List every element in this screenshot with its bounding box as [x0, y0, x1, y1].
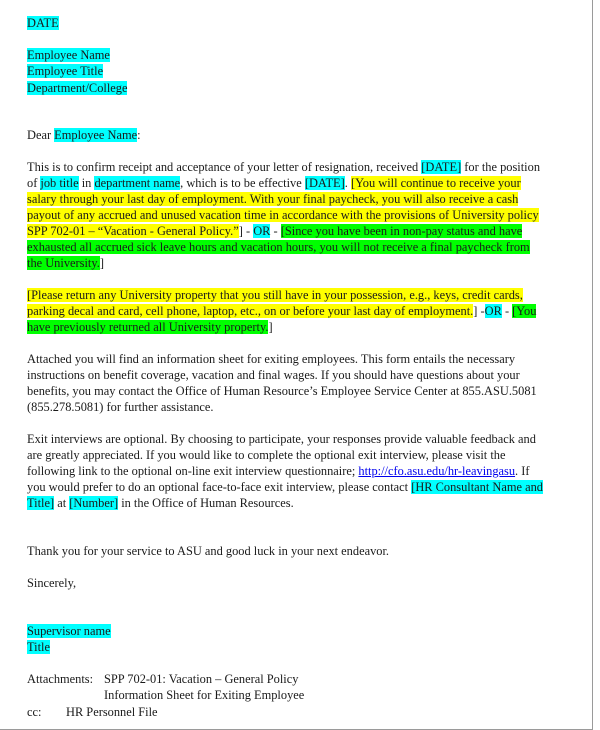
- job-title-field: job title: [40, 176, 79, 190]
- para3-line4: (855.278.5081) for further assistance.: [27, 400, 214, 414]
- effective-date-field: [DATE]: [304, 176, 345, 190]
- employee-name-field: Employee Name: [27, 48, 110, 62]
- para3-line3: benefits, you may contact the Office of Human Resource’s Employee Service Center at 855.ASU.5081: [27, 384, 537, 398]
- employee-title-field: Employee Title: [27, 64, 104, 78]
- para1-line6: [27, 239, 530, 255]
- salutation: [27, 127, 141, 143]
- or-separator: OR: [484, 304, 502, 318]
- text: of: [27, 176, 41, 190]
- employee-title-line: [27, 63, 103, 79]
- text: . If: [515, 464, 530, 478]
- option-a-text: payout of any accrued and unused vacation time in accordance with the provisions of University policy: [27, 208, 539, 222]
- para3-line1: Attached you will find an information sheet for exiting employees. This form entails the necessary: [27, 352, 516, 366]
- text: ]: [99, 256, 104, 270]
- option-a-text: [You will continue to receive your: [350, 176, 521, 190]
- department-field: Department/College: [27, 81, 128, 95]
- para1-line2: [27, 175, 521, 191]
- date-placeholder: [27, 15, 59, 31]
- option-b-text: the University.: [27, 256, 100, 270]
- cc-value: HR Personnel File: [66, 705, 158, 719]
- supervisor-name-line: [27, 623, 111, 639]
- para1-line7: [27, 255, 104, 271]
- para1-line5: [27, 223, 522, 239]
- text: -: [270, 224, 281, 238]
- salutation-suffix: :: [137, 128, 141, 142]
- para4-line2: are greatly appreciated. If you would like to complete the optional exit interview, please visit the: [27, 448, 506, 462]
- number-field: [Number]: [69, 496, 119, 510]
- date-field: DATE: [27, 16, 59, 30]
- para2-line3: [27, 319, 273, 335]
- text: This is to confirm receipt and acceptance of your letter of resignation, received: [27, 160, 422, 174]
- option-a-text: [Please return any University property that you still have in your possession, e.g., keys, credit cards,: [27, 288, 523, 302]
- para1-line1: [27, 159, 540, 175]
- department-name-field: department name: [94, 176, 181, 190]
- attachment-item-2: Information Sheet for Exiting Employee: [104, 688, 305, 702]
- option-b-text: have previously returned all University property.: [27, 320, 269, 334]
- exit-interview-link[interactable]: http://cfo.asu.edu/hr-leavingasu: [358, 464, 516, 478]
- para4-line1: Exit interviews are optional. By choosing to participate, your responses provide valuable feedback and: [27, 432, 536, 446]
- option-a-text: parking decal and card, cell phone, laptop, etc., on or before your last day of employment.: [27, 304, 474, 318]
- text: following link to the optional on-line exit interview questionnaire;: [27, 464, 359, 478]
- supervisor-title-line: [27, 639, 50, 655]
- para2-line2: [27, 303, 536, 319]
- text: ] -: [473, 304, 485, 318]
- or-separator: OR: [253, 224, 271, 238]
- para4-line3: [27, 463, 530, 479]
- hr-consultant-field: Title]: [27, 496, 55, 510]
- attachments-label: Attachments:: [27, 672, 94, 686]
- salutation-prefix: Dear: [27, 128, 55, 142]
- salutation-name: Employee Name: [54, 128, 138, 142]
- sincerely-line: Sincerely,: [27, 576, 77, 590]
- option-a-text: SPP 702-01 – “Vacation - General Policy.”: [27, 224, 239, 238]
- para3-line2: instructions on benefit coverage, vacation and final wages. If you should have questions about your: [27, 368, 520, 382]
- cc-label: cc:: [27, 705, 42, 719]
- text: .: [344, 176, 351, 190]
- para4-line4: [27, 479, 543, 495]
- option-b-text: [Since you have been in non-pay status and have: [280, 224, 523, 238]
- para1-line3: [27, 191, 518, 207]
- supervisor-name-field: Supervisor name: [27, 624, 111, 638]
- option-b-text: [You: [512, 304, 537, 318]
- text: in: [78, 176, 95, 190]
- thanks-line: Thank you for your service to ASU and good luck in your next endeavor.: [27, 544, 390, 558]
- option-a-text: salary through your last day of employment. With your final paycheck, you will also receive a cash: [27, 192, 519, 206]
- department-line: [27, 80, 127, 96]
- para4-line5: [27, 495, 294, 511]
- text: you would prefer to do an optional face-to-face exit interview, please contact: [27, 480, 412, 494]
- text: for the position: [461, 160, 541, 174]
- hr-consultant-field: [HR Consultant Name and: [411, 480, 543, 494]
- employee-name-line: [27, 47, 110, 63]
- para1-line4: [27, 207, 539, 223]
- received-date-field: [DATE]: [421, 160, 462, 174]
- text: -: [501, 304, 513, 318]
- text: ]: [268, 320, 273, 334]
- text: ] -: [238, 224, 254, 238]
- para2-line1: [27, 287, 523, 303]
- supervisor-title-field: Title: [27, 640, 50, 654]
- text: at: [54, 496, 70, 510]
- attachment-item-1: SPP 702-01: Vacation – General Policy: [104, 672, 299, 686]
- option-b-text: exhausted all accrued sick leave hours and vacation hours, you will not receive a final paycheck from: [27, 240, 530, 254]
- text: in the Office of Human Resources.: [118, 496, 294, 510]
- text: , which is to be effective: [180, 176, 305, 190]
